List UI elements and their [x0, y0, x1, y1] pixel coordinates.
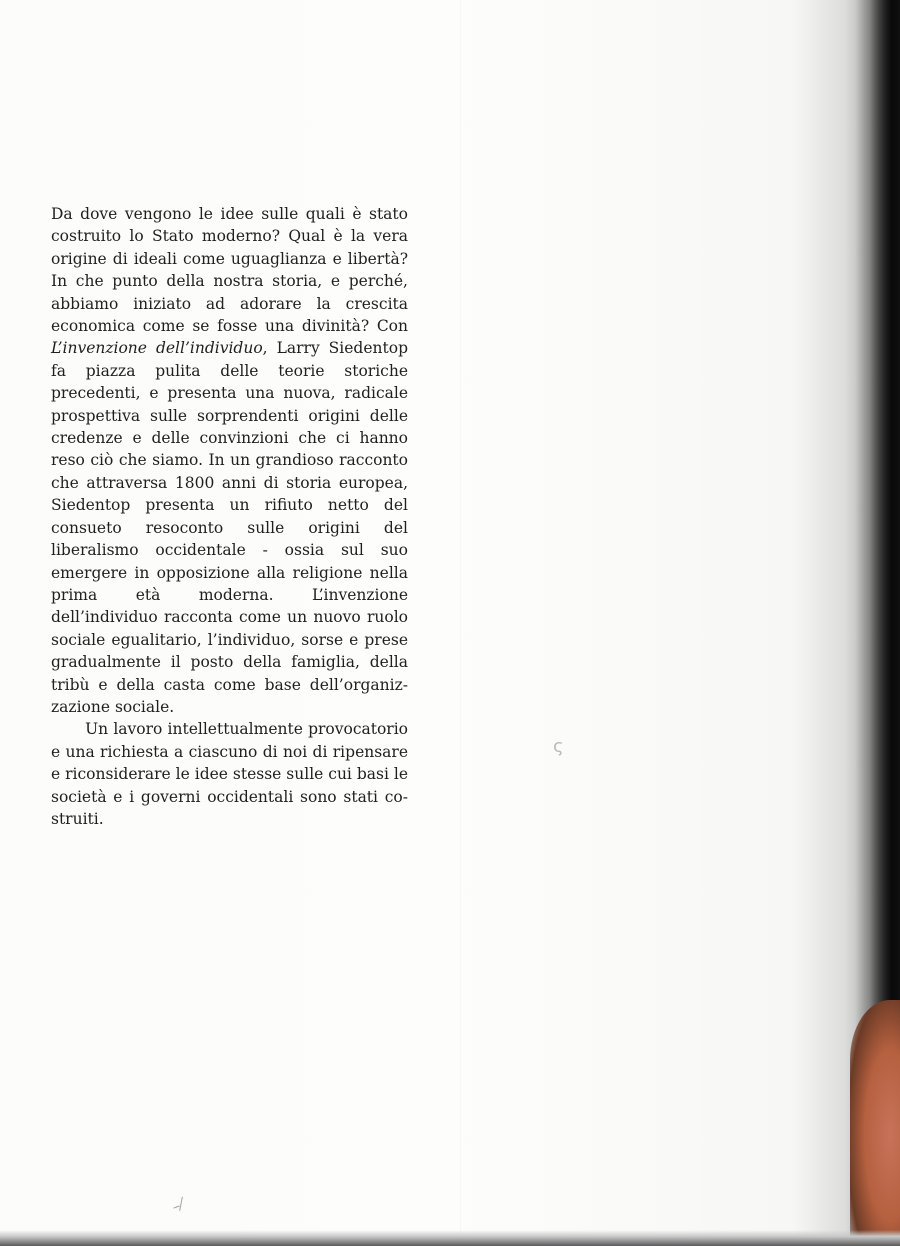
- holding-thumb: [850, 1000, 900, 1246]
- blurb-paragraph-1: [51, 203, 408, 718]
- paragraph-1-part-1: Da dove vengono le idee sulle quali è stato costruito lo Stato moderno? Qual è la vera origine di ideali come uguaglianza e libertà? In che punto della nostra storia, e perché, abbiamo iniziato ad adorare la crescita economica come se fosse una divinità? Con: [51, 205, 408, 336]
- scan-speck-mark: ς: [553, 736, 564, 757]
- blurb-paragraph-2: Un lavoro intellettualmente provocatorio e una richiesta a ciascuno di noi di ripensare e riconsiderare le idee stesse sulle cui basi le società e i governi occidentali sono stati costruiti.: [51, 720, 408, 828]
- scan-scribble-mark: –⁄: [169, 1194, 186, 1217]
- book-title-italic: L’invenzione dell’individuo: [51, 339, 263, 358]
- blurb-text: [51, 203, 408, 830]
- page-fold-line: [460, 0, 461, 1246]
- paragraph-1-part-2: , Larry Siedentop fa piazza pulita delle teorie storiche precedenti, e presenta una nuova, radicale prospettiva sulle sorprendenti origini delle credenze e delle convinzioni che ci hanno reso ciò che siamo. In un grandioso racconto che attraversa 1800 anni di storia europea, Siedentop presenta un rifiuto netto del consueto resoconto sulle origini del liberalismo occidentale - ossia sul suo emergere in opposizione alla religione nella prima età moderna. L’invenzione dell’individuo racconta come un nuovo ruolo sociale egualitario, l’individuo, sorse e prese gradualmente il posto della famiglia, della tribù e della casta come base dell’organizzazione sociale.: [51, 339, 408, 716]
- page-bottom-edge: [0, 1230, 900, 1246]
